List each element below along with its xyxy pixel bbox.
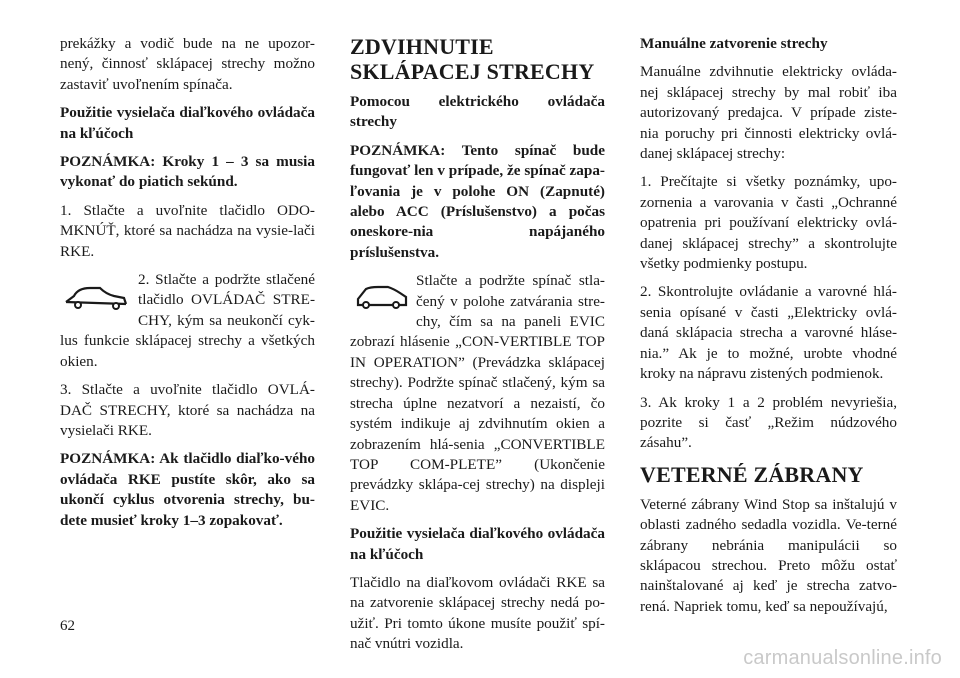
page-number: 62 bbox=[60, 618, 75, 634]
convertible-top-icon bbox=[350, 279, 410, 313]
subheading-rke: Použitie vysielača diaľkového ovládača na kľúčoch bbox=[60, 104, 315, 142]
step-3: 3. Stlačte a uvoľnite tlačidlo OVLÁ-DAČ STRECHY, ktoré sa nachádza na vysielači RKE. bbox=[60, 381, 315, 439]
note: POZNÁMKA: Ak tlačidlo diaľko-vého ovládača RKE pustíte skôr, ako sa ukončí cyklus otvorenia strechy, bu-dete musieť kroky 1–3 zopakovať. bbox=[60, 450, 315, 529]
paragraph: Tlačidlo na diaľkovom ovládači RKE sa na zatvorenie sklápacej strechy nedá po-užiť. Pri tomto úkone musíte použiť spí-nač vnútri vozidla. bbox=[350, 573, 605, 653]
step-3: 3. Ak kroky 1 a 2 problém nevyriešia, pozrite si časť „Režim núdzového zásahu”. bbox=[640, 393, 897, 452]
paragraph: Veterné zábrany Wind Stop sa inštalujú v oblasti zadného sedadla vozidla. Ve-terné zábrany nebránia manipulácii so sklápacou strechou. Preto môžu ostať nainštalované aj keď je strecha zatvo-rená. Napriek tomu, keď sa nepoužívajú, bbox=[640, 495, 897, 615]
close-top-block bbox=[350, 271, 605, 516]
right-column bbox=[640, 34, 897, 625]
paragraph: prekážky a vodič bude na ne upozor-nený, činnosť sklápacej strechy možno zastaviť uvoľnením spínača. bbox=[60, 35, 315, 93]
paragraph: Manuálne zdvihnutie elektricky ovláda-nej sklápacej strechy by mal robiť iba autorizovaný predajca. V prípade ziste-nia poruchy pri činnosti elektricky ovlá-danej sklápacej strechy: bbox=[640, 63, 897, 163]
convertible-top-icon bbox=[60, 280, 132, 314]
step-2-block bbox=[60, 270, 315, 372]
note: POZNÁMKA: Tento spínač bude fungovať len v prípade, že spínač zapa-ľovania je v polohe ON (Zapnuté) alebo ACC (Príslušenstvo) a počas oneskore-nia napájaného príslušenstva. bbox=[350, 141, 605, 261]
note: POZNÁMKA: Kroky 1 – 3 sa musia vykonať do piatich sekúnd. bbox=[60, 153, 315, 191]
step-2: 2. Skontrolujte ovládanie a varovné hlá-senia opísané v časti „Elektricky ovlá-daná sklápacia strecha a varovné hláse-nia.” Ak je to možné, urobte vhodné kroky na nápravu zistených podmienok. bbox=[640, 283, 897, 383]
section-title: ZDVIHNUTIE SKLÁPACEJ STRECHY bbox=[350, 34, 595, 84]
subheading-power-switch: Pomocou elektrického ovládača strechy bbox=[350, 93, 605, 131]
subheading-manual-close: Manuálne zatvorenie strechy bbox=[640, 35, 828, 52]
step-2: 2. Stlačte a podržte stlačené tlačidlo OVLÁDAČ STRE-CHY, kým sa neukončí cyk-lus funkcie sklápacej strechy a všetkých okien. bbox=[60, 271, 315, 370]
paragraph: Stlačte a podržte spínač stla-čený v polohe zatvárania stre-chy, čím sa na paneli EVIC zobrazí hlásenie „CON-VERTIBLE TOP IN OPERATION” (Prevádzka sklápacej strechy). Podržte spínač stlačený, kým sa strecha úplne nezatvorí a nezaistí, čo systém indikuje aj zdvihnutím okien a zobrazením hlá-senia „CONVERTIBLE TOP COM-PLETE” (Ukončenie prevádzky sklápa-cej strechy) na displeji EVIC. bbox=[350, 272, 605, 514]
step-1: 1. Stlačte a uvoľnite tlačidlo ODO-MKNÚŤ, ktoré sa nachádza na vysie-lači RKE. bbox=[60, 201, 315, 260]
left-column bbox=[60, 34, 315, 539]
subheading-rke: Použitie vysielača diaľkového ovládača na kľúčoch bbox=[350, 525, 605, 563]
middle-column bbox=[350, 34, 605, 663]
step-1: 1. Prečítajte si všetky poznámky, upo-zornenia a varovania v časti „Ochranné opatrenia pri používaní elektricky ovlá-danej sklápacej strechy” a skontrolujte všetky podmienky postupu. bbox=[640, 173, 897, 273]
watermark: carmanualsonline.info bbox=[743, 647, 942, 669]
section-title: VETERNÉ ZÁBRANY bbox=[640, 461, 864, 487]
